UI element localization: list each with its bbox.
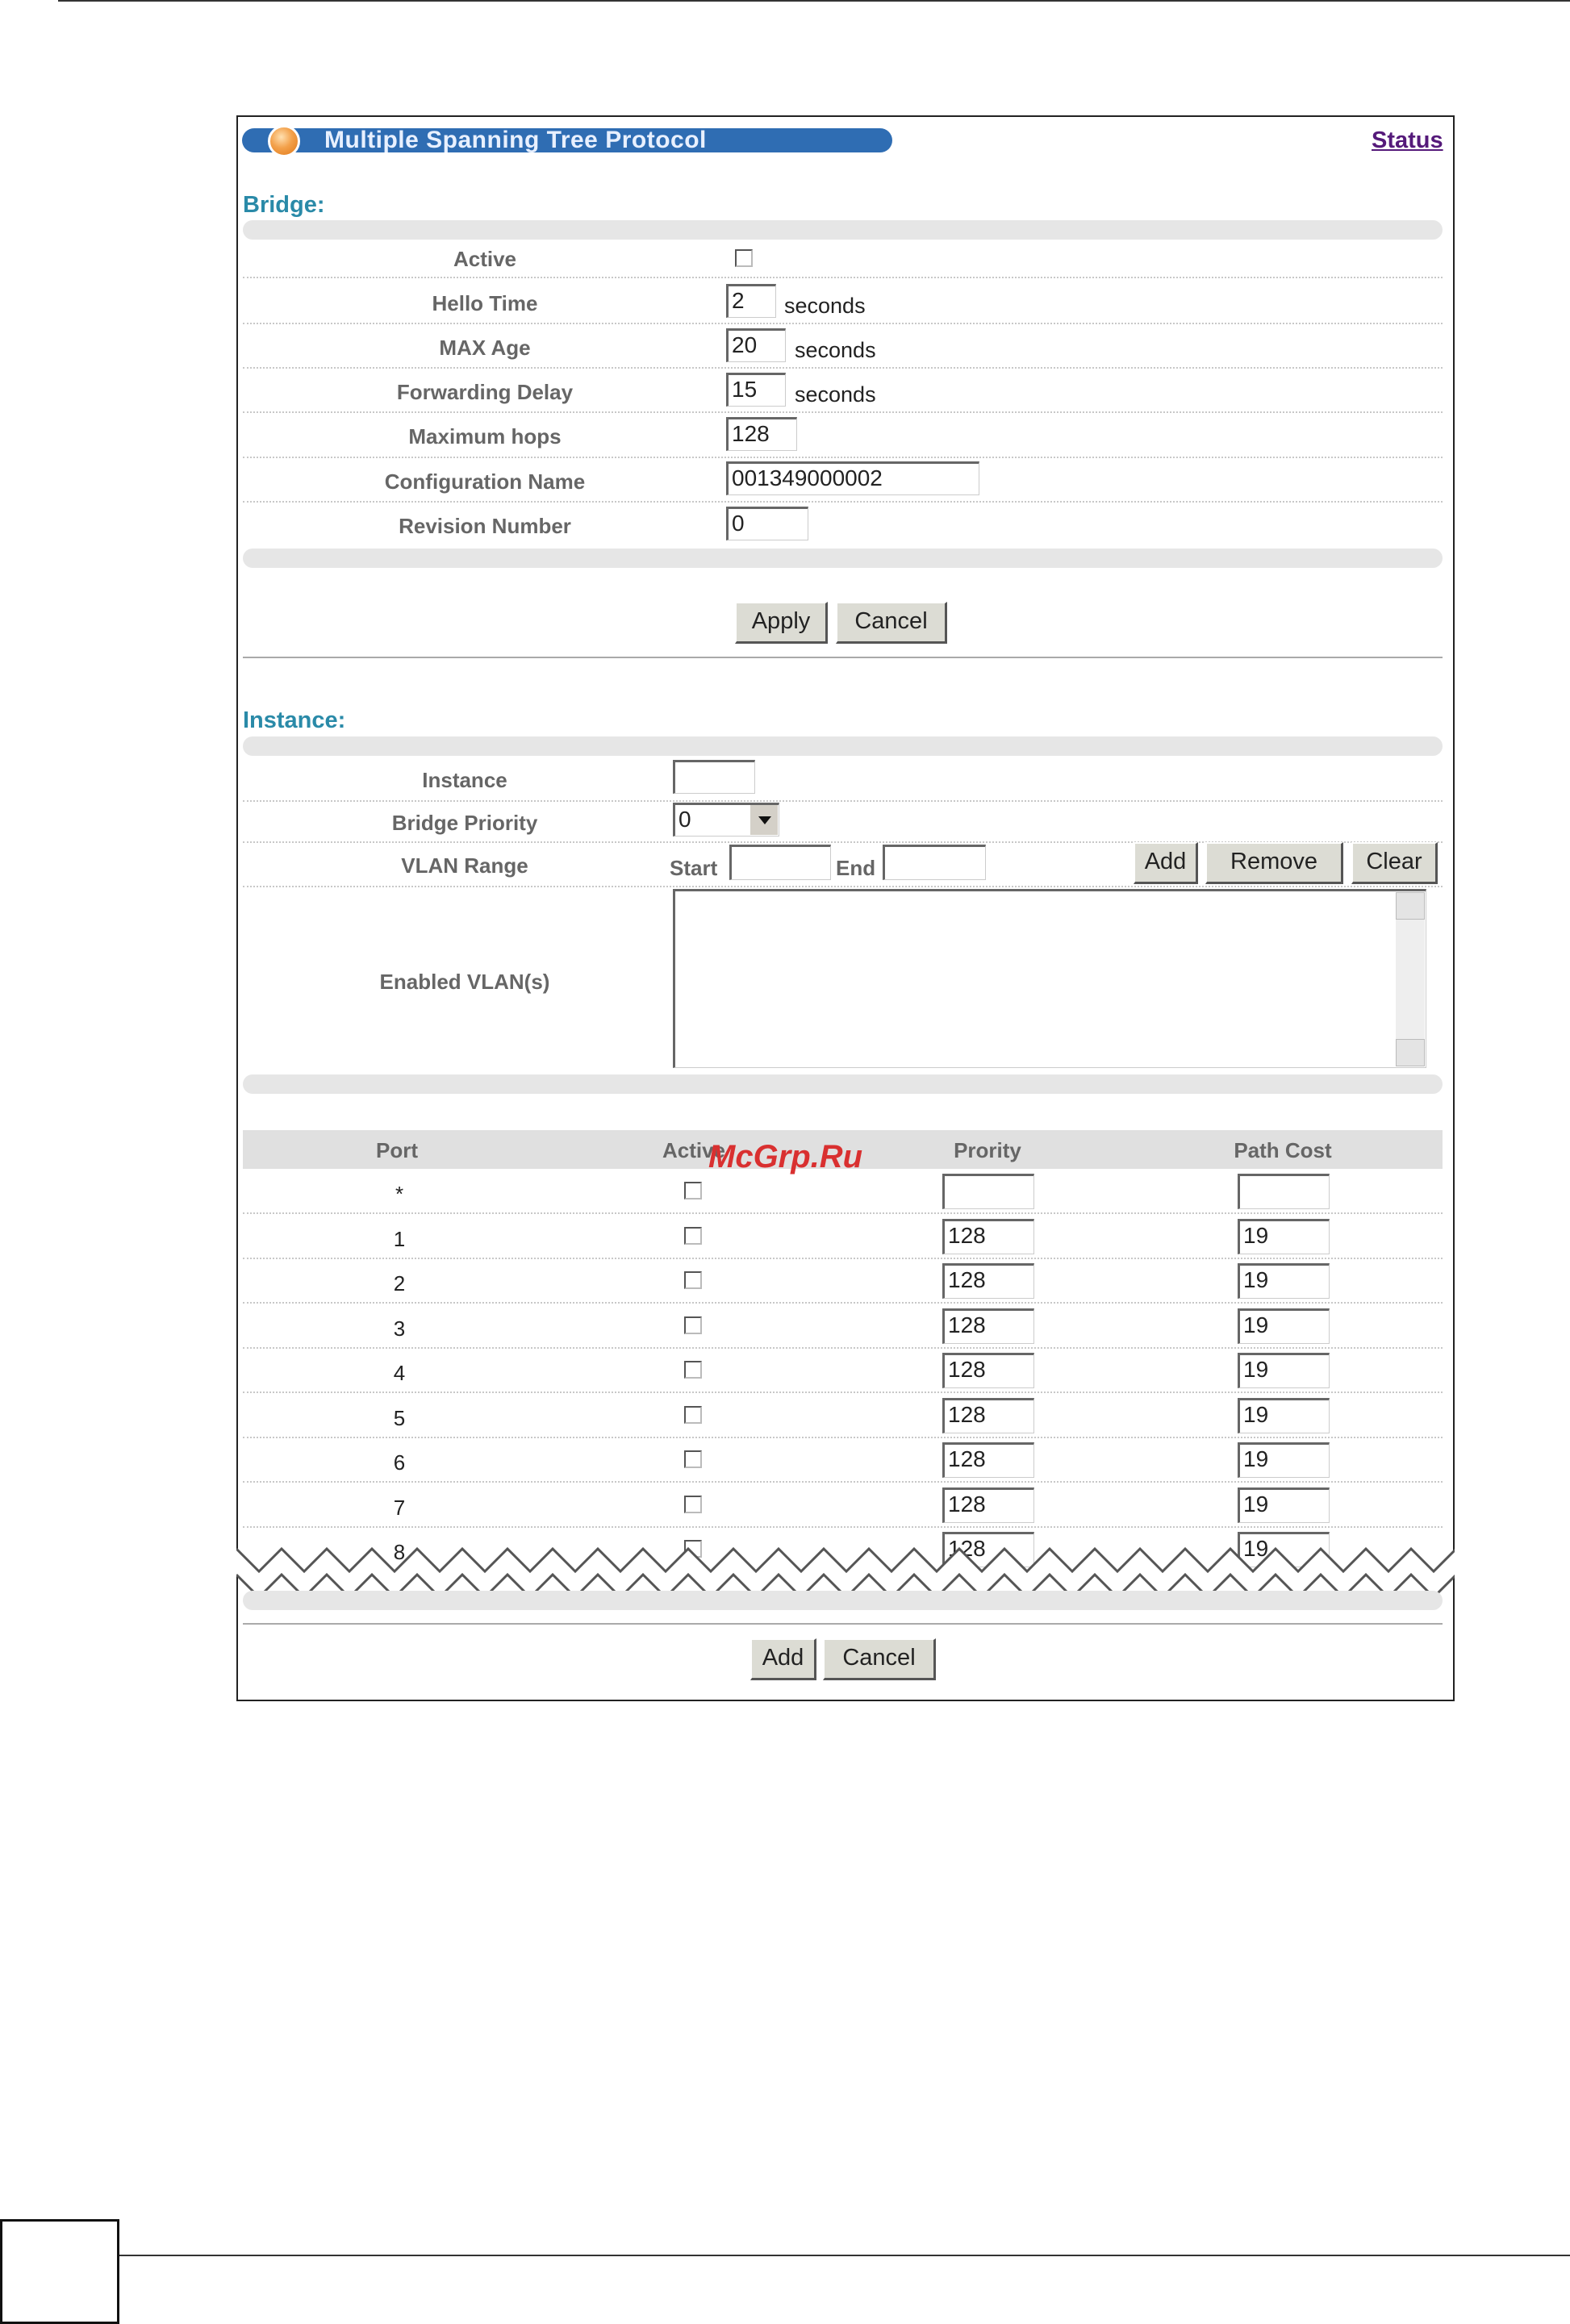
instance-top-band	[243, 736, 1443, 756]
row-divider	[243, 1258, 1443, 1259]
bridge-top-band	[243, 220, 1443, 240]
col-path-cost-header: Path Cost	[1234, 1138, 1332, 1162]
port-path-cost-input[interactable]: 19	[1238, 1353, 1330, 1388]
vlan-start-input[interactable]	[729, 845, 831, 880]
col-port-header: Port	[376, 1138, 418, 1162]
port-number: 5	[393, 1406, 406, 1430]
port-priority-input[interactable]: 128	[942, 1219, 1034, 1254]
port-number: 7	[393, 1496, 406, 1520]
port-path-cost-input[interactable]: 19	[1238, 1219, 1330, 1254]
row-divider	[243, 886, 1443, 887]
port-number: 4	[393, 1361, 406, 1385]
instance-label: Instance	[422, 768, 507, 792]
port-active-checkbox[interactable]	[684, 1271, 702, 1289]
active-label: Active	[453, 247, 517, 271]
enabled-vlans-label: Enabled VLAN(s)	[379, 970, 550, 994]
title-orb-icon	[268, 125, 300, 157]
port-number: 8	[393, 1540, 406, 1564]
col-priority-header: Prority	[954, 1138, 1021, 1162]
row-divider	[243, 411, 1443, 413]
bridge-priority-value: 0	[679, 807, 691, 832]
port-number: 6	[393, 1450, 406, 1475]
scroll-down-icon[interactable]	[1396, 1039, 1425, 1066]
vlan-end-label: End	[836, 856, 876, 880]
vlan-remove-button[interactable]: Remove	[1205, 842, 1343, 884]
port-path-cost-input[interactable]: 19	[1238, 1532, 1330, 1567]
hello-time-unit: seconds	[784, 294, 866, 318]
page-number-box	[0, 2219, 119, 2324]
row-divider	[243, 1212, 1443, 1214]
row-divider	[243, 1302, 1443, 1304]
watermark: McGrp.Ru	[708, 1139, 863, 1175]
row-divider	[243, 800, 1443, 802]
apply-button[interactable]: Apply	[735, 602, 828, 644]
enabled-vlans-list[interactable]	[673, 889, 1426, 1068]
page-title: Multiple Spanning Tree Protocol	[324, 127, 707, 153]
row-divider	[243, 1347, 1443, 1349]
port-priority-input[interactable]	[942, 1174, 1034, 1209]
table-separator	[243, 1623, 1443, 1625]
vlan-start-label: Start	[670, 856, 718, 880]
vlan-end-input[interactable]	[883, 845, 986, 880]
instance-heading: Instance:	[243, 707, 346, 733]
port-number: 3	[393, 1316, 406, 1341]
row-divider	[243, 501, 1443, 503]
instance-input[interactable]	[673, 760, 755, 794]
bridge-heading: Bridge:	[243, 192, 325, 218]
port-number: 2	[393, 1271, 406, 1296]
port-active-checkbox[interactable]	[684, 1227, 702, 1245]
row-divider	[243, 323, 1443, 324]
config-name-label: Configuration Name	[384, 469, 586, 494]
row-divider	[243, 277, 1443, 278]
port-priority-input[interactable]: 128	[942, 1398, 1034, 1433]
port-priority-input[interactable]: 128	[942, 1442, 1034, 1478]
revision-number-label: Revision Number	[399, 514, 571, 538]
vlan-add-button[interactable]: Add	[1134, 842, 1198, 884]
max-age-label: MAX Age	[439, 336, 531, 360]
port-active-checkbox[interactable]	[684, 1182, 702, 1200]
hello-time-input[interactable]: 2	[726, 284, 776, 318]
port-number: 1	[393, 1227, 406, 1251]
footer-rule	[119, 2255, 1570, 2256]
table-bottom-band	[243, 1591, 1443, 1610]
max-age-unit: seconds	[795, 338, 876, 362]
port-priority-input[interactable]: 128	[942, 1532, 1034, 1567]
vlan-range-label: VLAN Range	[401, 853, 528, 878]
row-divider	[243, 1481, 1443, 1483]
port-active-checkbox[interactable]	[684, 1450, 702, 1468]
port-priority-input[interactable]: 128	[942, 1263, 1034, 1299]
break-fill	[236, 1549, 1455, 1597]
table-add-button[interactable]: Add	[750, 1638, 816, 1680]
top-rule	[58, 0, 1570, 2]
port-path-cost-input[interactable]: 19	[1238, 1487, 1330, 1523]
port-active-checkbox[interactable]	[684, 1406, 702, 1424]
bridge-priority-label: Bridge Priority	[391, 811, 538, 835]
section-separator	[243, 657, 1443, 658]
max-hops-input[interactable]: 128	[726, 417, 797, 451]
port-active-checkbox[interactable]	[684, 1316, 702, 1334]
port-path-cost-input[interactable]: 19	[1238, 1398, 1330, 1433]
max-hops-label: Maximum hops	[408, 424, 562, 449]
forwarding-delay-label: Forwarding Delay	[396, 380, 574, 404]
table-cancel-button[interactable]: Cancel	[823, 1638, 936, 1680]
forwarding-delay-input[interactable]: 15	[726, 373, 786, 407]
max-age-input[interactable]: 20	[726, 328, 786, 362]
row-divider	[243, 1391, 1443, 1393]
scroll-up-icon[interactable]	[1396, 892, 1425, 920]
col-active-header: Active	[662, 1138, 726, 1162]
bridge-bottom-band	[243, 549, 1443, 568]
row-divider	[243, 457, 1443, 458]
port-path-cost-input[interactable]: 19	[1238, 1308, 1330, 1344]
bridge-cancel-button[interactable]: Cancel	[836, 602, 947, 644]
port-number: *	[395, 1182, 404, 1206]
revision-number-input[interactable]: 0	[726, 507, 808, 540]
port-path-cost-input[interactable]	[1238, 1174, 1330, 1209]
forwarding-delay-unit: seconds	[795, 382, 876, 407]
port-path-cost-input[interactable]: 19	[1238, 1442, 1330, 1478]
vlan-clear-button[interactable]: Clear	[1351, 842, 1438, 884]
row-divider	[243, 1526, 1443, 1528]
port-priority-input[interactable]: 128	[942, 1487, 1034, 1523]
chevron-down-icon[interactable]	[749, 805, 778, 835]
status-link[interactable]: Status	[1372, 127, 1443, 153]
port-path-cost-input[interactable]: 19	[1238, 1263, 1330, 1299]
hello-time-label: Hello Time	[432, 291, 538, 315]
bridge-active-checkbox[interactable]	[735, 249, 753, 267]
port-priority-input[interactable]: 128	[942, 1353, 1034, 1388]
row-divider	[243, 367, 1443, 369]
config-name-input[interactable]: 001349000002	[726, 461, 979, 495]
port-active-checkbox[interactable]	[684, 1361, 702, 1379]
row-divider	[243, 1437, 1443, 1438]
port-priority-input[interactable]: 128	[942, 1308, 1034, 1344]
instance-bottom-band	[243, 1074, 1443, 1094]
port-active-checkbox[interactable]	[684, 1496, 702, 1513]
